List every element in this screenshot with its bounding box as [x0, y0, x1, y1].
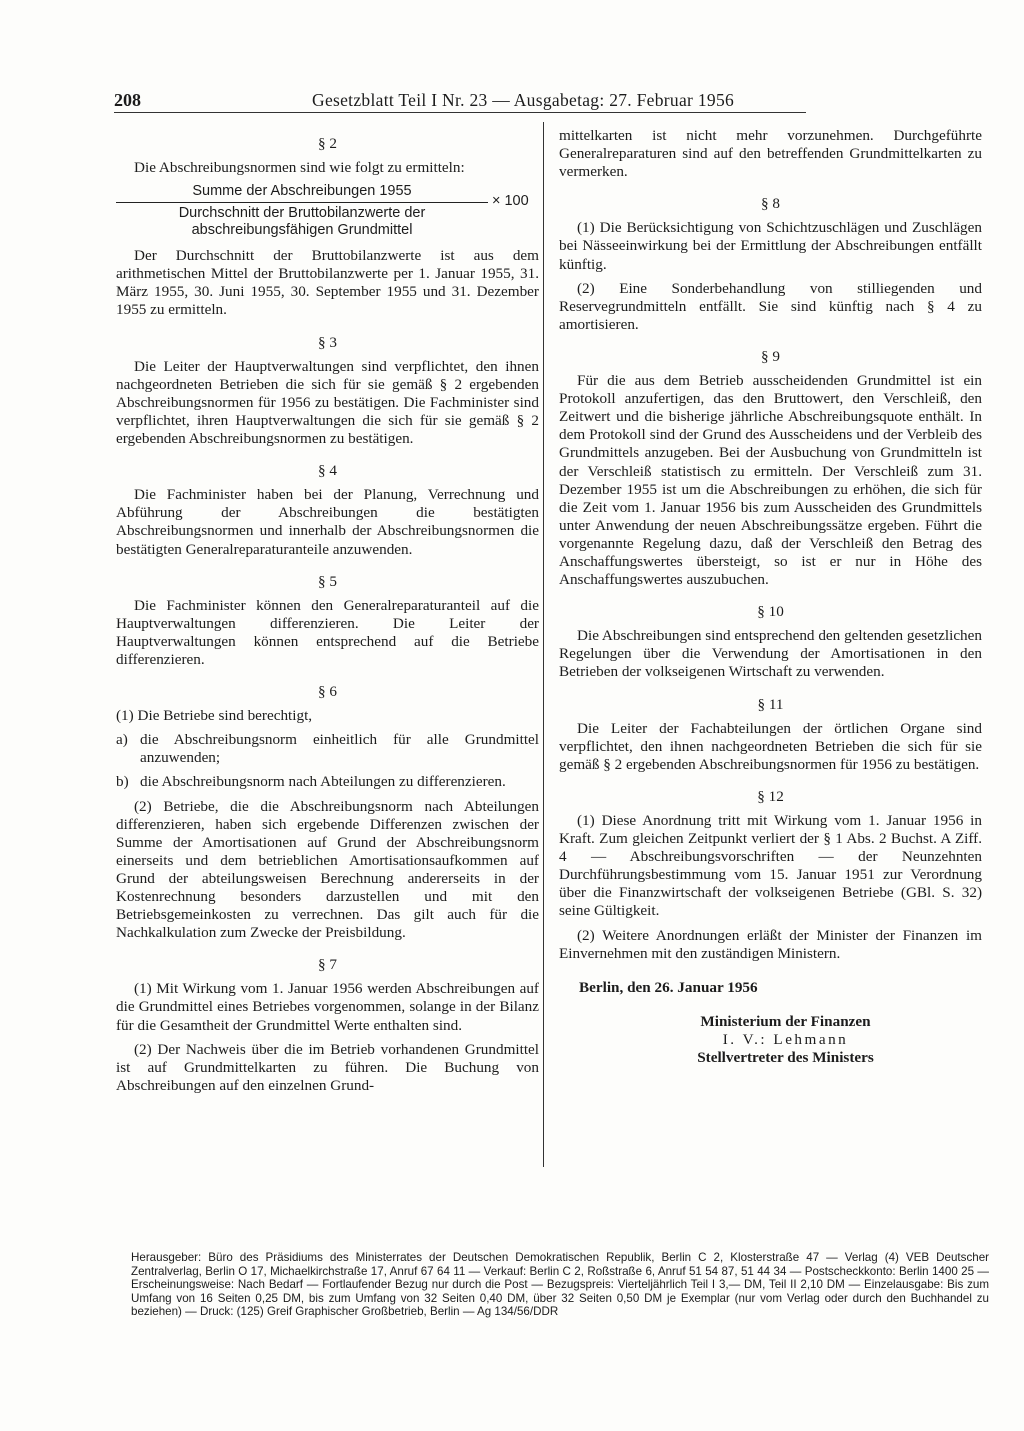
signature-title: Stellvertreter des Ministers [697, 1049, 874, 1067]
left-column [116, 130, 539, 1101]
section-6-item-b [116, 773, 539, 791]
section-7-paragraph-2: (2) Der Nachweis über die im Betrieb vorhandenen Grundmittel ist auf Grundmittelkarten zu führen. Die Buchung von Abschreibungen auf den einzelnen Grund- [116, 1040, 539, 1094]
header-rule [114, 112, 806, 113]
section-2-heading: § 2 [318, 135, 337, 152]
publisher-imprint: Herausgeber: Büro des Präsidiums des Ministerrates der Deutschen Demokratischen Republik, Berlin C 2, Klosterstraße 47 — Verlag (4) VEB Deutscher Zentralverlag, Berlin O 17, Michaelkirchstraße 17, Anruf 67 64 11 — Verkauf: Berlin C 2, Roßstraße 6, Anruf 51 54 87, 51 44 34 — Postscheckkonto: Berlin 1400 25 — Erscheinungsweise: Nach Bedarf — Fortlaufender Bezug nur durch die Post — Bezugspreis: Vierteljährlich Teil I 3,— DM, Teil II 2,10 DM — Einzelausgabe: Bis zum Umfang von 16 Seiten 0,25 DM, bis zum Umfang von 32 Seiten 0,40 DM, über 32 Seiten 0,50 DM je Exemplar (nur vom Verlag oder durch den Buchhandel zu beziehen) — Druck: (125) Greif Graphischer Großbetrieb, Berlin — Ag 134/56/DDR [131, 1251, 989, 1319]
depreciation-formula [116, 183, 539, 239]
running-head: Gesetzblatt Teil I Nr. 23 — Ausgabetag: 27. Februar 1956 [312, 90, 735, 110]
item-a-label: a) [116, 731, 128, 749]
signature-name: I. V.: Lehmann [722, 1030, 849, 1048]
section-7-heading: § 7 [318, 956, 337, 974]
section-9-heading: § 9 [761, 347, 780, 365]
section-10-paragraph: Die Abschreibungen sind entsprechend den geltenden gesetzlichen Regelungen über die Verwendung der Amortisationen in den Betrieben der volkseigenen Wirtschaft zu verwenden. [559, 627, 982, 681]
section-6-paragraph-2: (2) Betriebe, die die Abschreibungsnorm nach Abteilungen differenzieren, haben sich ergebende Differenzen zwischen der Summe der Amortisationen auf Grund der Abschreibungsnorm einerseits und dem betrieblichen Amortisationsaufkommen auf Grund der abteilungsweisen Berechnung andererseits in der Kostenrechnung besonders darzustellen und mit den Betriebsgemeinkosten zu verrechnen. Das gilt auch für die Nachkalkulation zum Zwecke der Preisbildung. [116, 797, 539, 942]
section-12-heading: § 12 [757, 787, 784, 805]
section-8-paragraph-2: (2) Eine Sonderbehandlung von stilliegenden und Reservegrundmitteln entfällt. Sie sind künftig nach § 4 zu amortisieren. [559, 279, 982, 333]
section-2-intro: Die Abschreibungsnormen sind wie folgt zu ermitteln: [134, 159, 465, 177]
section-11-heading: § 11 [757, 695, 784, 713]
section-7-continuation: mittelkarten ist nicht mehr vorzunehmen. Durchgeführte Generalreparaturen sind auf den betreffenden Grundmittelkarten zu vermerken. [559, 127, 982, 181]
right-column [559, 127, 982, 1067]
section-5-heading: § 5 [318, 572, 337, 590]
column-divider [543, 122, 544, 1167]
section-9-paragraph: Für die aus dem Betrieb ausscheidenden Grundmittel ist ein Protokoll anzufertigen, das den Bruttowert, den Verschleiß, den Zeitwert und die bisherige jährliche Abschreibungsquote enthält. In dem Protokoll sind der Grund des Ausscheidens und der Verbleib des Grundmittels anzugeben. Bei der Ausbuchung von Grundmitteln ist der Verschleiß statistisch zu ermitteln. Der Verschleiß zum 31. Dezember 1955 ist um die Abschreibungen zu erhöhen, die sich für die Zeit vom 1. Januar 1956 bis zum Ausscheiden des Grundmittels unter Anwendung der neuen Abschreibungssätze ergeben. Führt die vorgenannte Regelung dazu, daß der Verschleiß den Betrag des Anschaffungswertes übersteigt, so ist er nur in Höhe des Anschaffungswertes auszubuchen. [559, 372, 982, 589]
section-8-paragraph-1: (1) Die Berücksichtigung von Schichtzuschlägen und Zuschlägen bei Nässeeinwirkung bei der Ermittlung der Abschreibungen entfällt künftig. [559, 219, 982, 273]
formula-numerator: Summe der Abschreibungen 1955 [192, 183, 412, 200]
section-5-paragraph: Die Fachminister können den Generalreparaturanteil auf die Hauptverwaltungen differenzieren. Die Leiter der Hauptverwaltungen können entsprechend auf die Betriebe differenzieren. [116, 596, 539, 668]
section-10-heading: § 10 [757, 603, 784, 621]
item-b-label: b) [116, 773, 129, 791]
section-3-paragraph: Die Leiter der Hauptverwaltungen sind verpflichtet, den ihnen nachgeordneten Betrieben die sich für sie gemäß § 2 ergebenden Abschreibungsnormen für 1956 zu bestätigen. Die Fachminister sind verpflichtet, ihren Hauptverwaltungen die sich für sie gemäß § 2 ergebenden Abschreibungsnormen zu bestätigen. [116, 357, 539, 448]
item-a-text: die Abschreibungsnorm einheitlich für alle Grundmittel anzuwenden; [140, 731, 539, 767]
page-number: 208 [114, 90, 141, 110]
signature-block [559, 1013, 982, 1067]
section-12-paragraph-1: (1) Diese Anordnung tritt mit Wirkung vom 1. Januar 1956 in Kraft. Zum gleichen Zeitpunkt verliert der § 1 Abs. 2 Buchst. A Ziff. 4 — Abschreibungsvorschriften — der Neunzehnten Durchführungsbestimmung vom 15. Januar 1951 zur Verordnung über die Finanzwirtschaft der volkseigenen Betriebe (GBl. S. 32) seine Gültigkeit. [559, 812, 982, 920]
section-6-heading: § 6 [318, 683, 337, 701]
section-2-paragraph: Der Durchschnitt der Bruttobilanzwerte ist aus dem arithmetischen Mittel der Bruttobilanzwerte per 1. Januar 1955, 31. März 1955, 30. Juni 1955, 30. September 1955 und 31. Dezember 1955 zu ermitteln. [116, 247, 539, 319]
section-4-heading: § 4 [318, 462, 337, 480]
item-b-text: die Abschreibungsnorm nach Abteilungen zu differenzieren. [140, 773, 506, 791]
section-7-paragraph-1: (1) Mit Wirkung vom 1. Januar 1956 werden Abschreibungen auf die Grundmittel eines Betriebes vorgenommen, solange in der Bilanz für die Gesamtheit der Grundmittel Werte enthalten sind. [116, 980, 539, 1034]
place-and-date: Berlin, den 26. Januar 1956 [579, 978, 758, 996]
section-6-paragraph-1: (1) Die Betriebe sind berechtigt, [116, 707, 313, 725]
section-12-paragraph-2: (2) Weitere Anordnungen erläßt der Minister der Finanzen im Einvernehmen mit den zuständigen Ministern. [559, 926, 982, 962]
section-4-paragraph: Die Fachminister haben bei der Planung, Verrechnung und Abführung der Abschreibungen die bestätigten Abschreibungsnormen und innerhalb der Abschreibungsnormen die bestätigten Generalreparaturanteile anzuwenden. [116, 486, 539, 558]
formula-fraction-bar [116, 202, 488, 203]
section-8-heading: § 8 [761, 195, 780, 213]
formula-factor: × 100 [492, 193, 529, 210]
formula-denominator: Durchschnitt der Bruttobilanzwerte der abschreibungsfähigen Grundmittel [178, 205, 426, 239]
section-11-paragraph: Die Leiter der Fachabteilungen der örtlichen Organe sind verpflichtet, den ihnen nachgeordneten Betrieben die sich für sie gemäß § 2 ergebenden Abschreibungsnormen für 1956 zu bestätigen. [559, 719, 982, 773]
signature-ministry: Ministerium der Finanzen [700, 1012, 871, 1030]
section-3-heading: § 3 [318, 333, 337, 351]
section-6-item-a [116, 731, 539, 767]
